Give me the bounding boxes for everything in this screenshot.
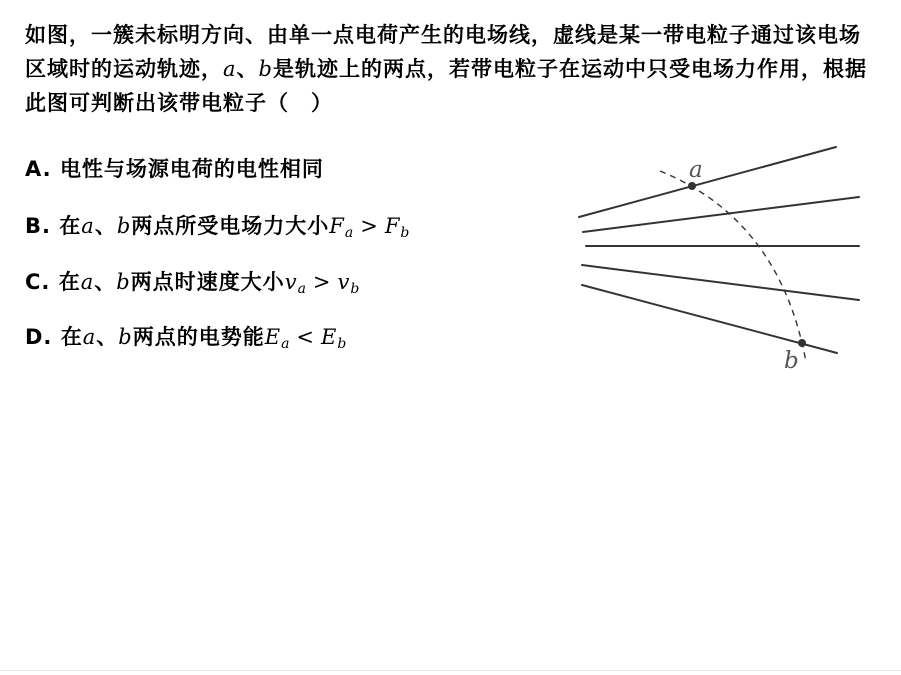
option-b-var-a: a bbox=[81, 214, 95, 238]
option-d-letter: D. bbox=[25, 325, 53, 349]
stem-var-b: b bbox=[258, 57, 273, 81]
option-d-rhs-sub: b bbox=[337, 336, 348, 352]
option-c-var-a: a bbox=[80, 270, 95, 294]
option-b-mid: 两点所受电场力大小 bbox=[131, 214, 330, 238]
option-c-prefix: 在 bbox=[58, 270, 81, 294]
stem-var-a: a bbox=[223, 57, 237, 81]
option-c-sep: 、 bbox=[94, 270, 117, 294]
point-b-dot bbox=[798, 339, 806, 347]
field-line-4 bbox=[582, 265, 859, 300]
option-d-var-a: a bbox=[82, 325, 97, 349]
option-b-var-b: b bbox=[116, 214, 132, 238]
option-c-lhs-sub: a bbox=[297, 281, 307, 297]
option-c-mid: 两点时速度大小 bbox=[130, 270, 285, 294]
option-d-var-b: b bbox=[118, 325, 133, 349]
option-a-letter: A. bbox=[25, 157, 52, 181]
option-c-rhs: v bbox=[337, 270, 351, 294]
option-d-sep: 、 bbox=[96, 325, 119, 349]
bottom-divider bbox=[0, 670, 901, 671]
option-d-rhs: E bbox=[321, 325, 338, 349]
particle-trajectory bbox=[660, 171, 806, 362]
option-d-mid: 两点的电势能 bbox=[132, 325, 265, 349]
point-a-dot bbox=[688, 182, 696, 190]
option-b-op: > bbox=[360, 214, 379, 238]
option-c-rhs-sub: b bbox=[350, 281, 361, 297]
option-a-text: 电性与场源电荷的电性相同 bbox=[59, 157, 324, 181]
point-a-label: a bbox=[689, 157, 703, 183]
field-line-1 bbox=[579, 147, 836, 217]
option-b-rhs-sub: b bbox=[400, 225, 411, 241]
option-c-var-b: b bbox=[116, 270, 131, 294]
field-line-2 bbox=[583, 197, 859, 232]
option-b-lhs: F bbox=[329, 214, 345, 238]
option-c-op: > bbox=[312, 270, 332, 294]
option-d-lhs-sub: a bbox=[281, 336, 291, 352]
option-b-letter: B. bbox=[25, 214, 51, 238]
option-b-lhs-sub: a bbox=[344, 225, 355, 241]
option-d-lhs: E bbox=[264, 325, 282, 349]
option-b-sep: 、 bbox=[94, 214, 117, 238]
option-c-letter: C. bbox=[25, 270, 51, 294]
option-d-prefix: 在 bbox=[60, 325, 83, 349]
option-c-lhs: v bbox=[284, 270, 298, 294]
stem-sep: 、 bbox=[236, 57, 259, 81]
option-b-rhs: F bbox=[384, 214, 401, 238]
option-b-prefix: 在 bbox=[59, 214, 82, 238]
stem-part2: 是轨迹上的两点，若带电粒子在运动中只受电场力作用，根据此图可判断出该带电粒子（ ） bbox=[25, 57, 867, 115]
stem-part1: 如图，一簇未标明方向、由单一点电荷产生的电场线，虚线是某一带电粒子通过该电场区域时的运动轨迹， bbox=[25, 23, 861, 81]
option-d-op: < bbox=[296, 325, 316, 349]
point-b-label: b bbox=[784, 348, 799, 374]
